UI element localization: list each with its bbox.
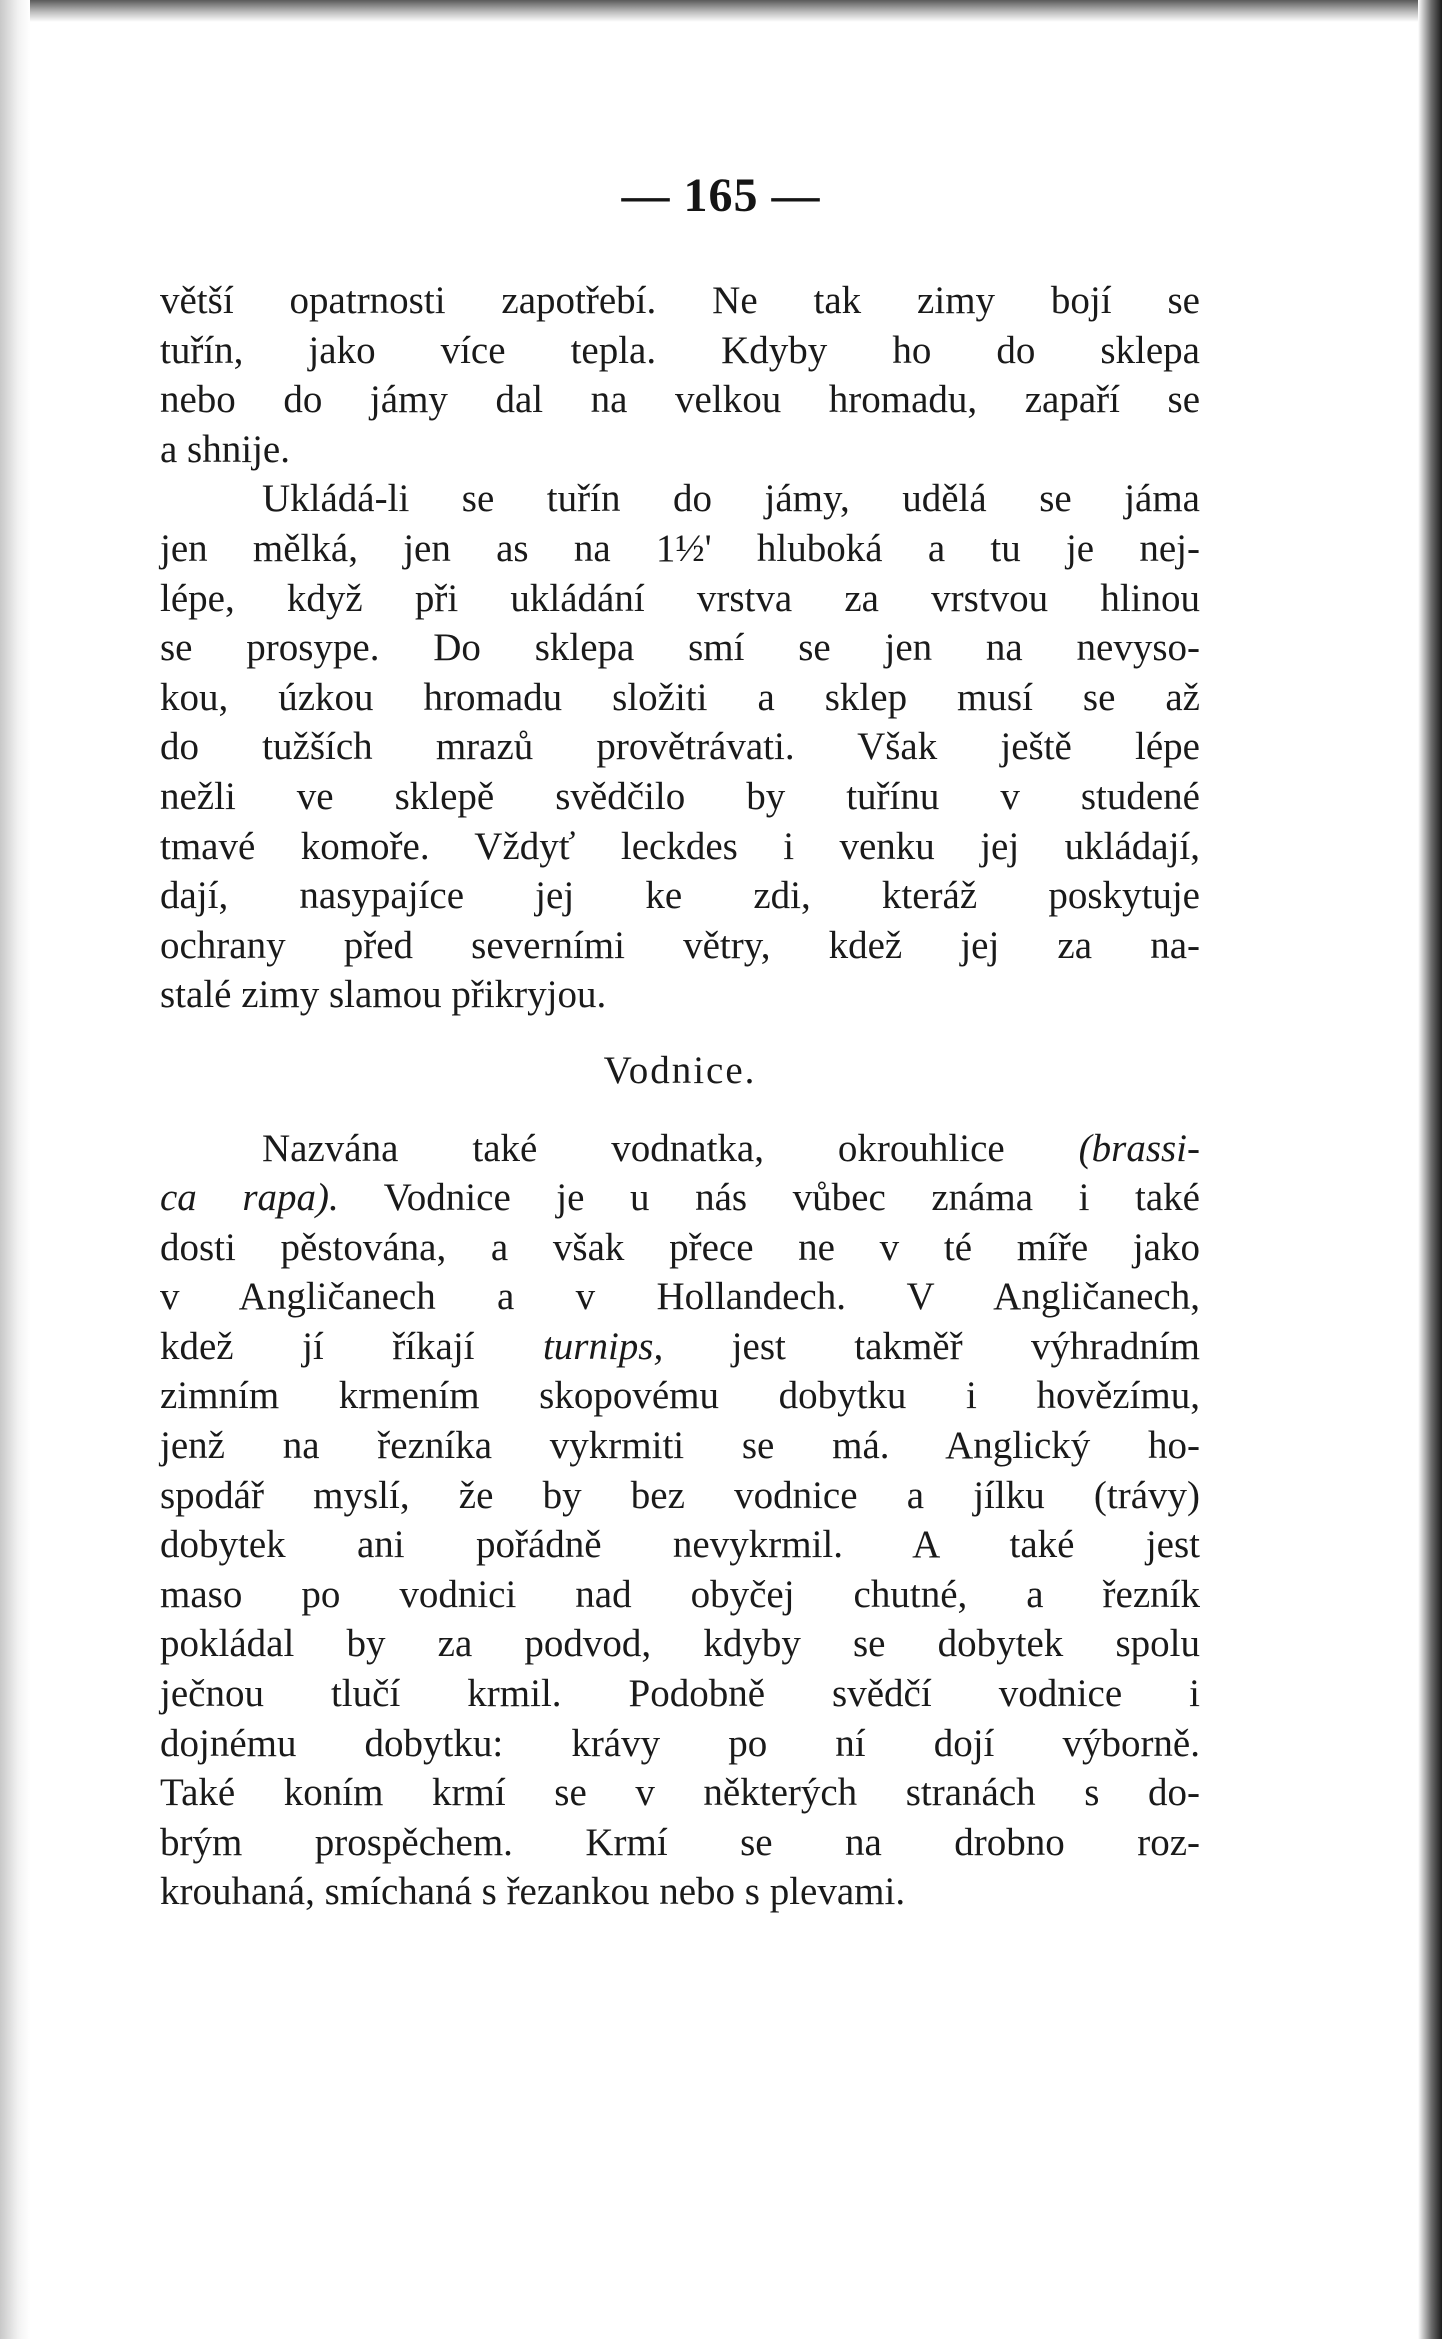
text-line: nebo do jámy dal na velkou hromadu, zapaří se bbox=[160, 378, 1200, 422]
text-line: lépe, když při ukládání vrstva za vrstvou hlinou bbox=[160, 576, 1200, 620]
text-line: dojnému dobytku: krávy po ní dojí výborně. bbox=[160, 1721, 1200, 1765]
text-line: větší opatrnosti zapotřebí. Ne tak zimy bojí se bbox=[160, 279, 1200, 322]
text-line: zimním krmením skopovému dobytku i hovězímu, bbox=[160, 1374, 1200, 1418]
text-line: jenž na řezníka vykrmiti se má. Anglický ho- bbox=[160, 1424, 1200, 1468]
paragraph-vodnice bbox=[160, 1124, 1200, 1918]
text-line: do tužších mrazů provětrávati. Však ještě lépe bbox=[160, 725, 1200, 769]
text-line: ca rapa). Vodnice je u nás vůbec známa i také bbox=[160, 1176, 1200, 1220]
text-line: pokládal by za podvod, kdyby se dobytek spolu bbox=[160, 1622, 1200, 1666]
text-line: kdež jí říkají turnips, jest takměř výhradním bbox=[160, 1324, 1200, 1368]
scan-edge-left bbox=[0, 0, 30, 2339]
text-line: a shnije. bbox=[160, 427, 290, 471]
page-number: — 165 — bbox=[621, 169, 821, 222]
paragraph-storage bbox=[160, 474, 1200, 1020]
text-line: maso po vodnici nad obyčej chutné, a řezník bbox=[160, 1572, 1200, 1616]
text-line: ochrany před severními větry, kdež jej za na- bbox=[160, 923, 1200, 967]
text-line: dobytek ani pořádně nevykrmil. A také jest bbox=[160, 1523, 1200, 1567]
scan-edge-top bbox=[0, 0, 1442, 22]
paragraph-continuation bbox=[160, 276, 1200, 474]
text-line: tuřín, jako více tepla. Kdyby ho do sklepa bbox=[160, 328, 1200, 372]
text-line: dosti pěstována, a však přece ne v té míře jako bbox=[160, 1225, 1200, 1269]
text-line: tmavé komoře. Vždyť leckdes i venku jej ukládají, bbox=[160, 824, 1200, 868]
text-line: jen mělká, jen as na 1½' hluboká a tu je nej- bbox=[160, 526, 1200, 570]
scan-edge-right bbox=[1418, 0, 1442, 2339]
text-line: ječnou tlučí krmil. Podobně svědčí vodnice i bbox=[160, 1672, 1200, 1716]
text-line: Ukládá-li se tuřín do jámy, udělá se jáma bbox=[262, 477, 1200, 521]
text-line: se prosype. Do sklepa smí se jen na nevyso- bbox=[160, 626, 1200, 670]
text-line: Nazvána také vodnatka, okrouhlice (brassi- bbox=[262, 1126, 1200, 1170]
text-line: spodář myslí, že by bez vodnice a jílku (trávy) bbox=[160, 1473, 1200, 1517]
text-line: krouhaná, smíchaná s řezankou nebo s plevami. bbox=[160, 1870, 906, 1914]
text-line: v Angličanech a v Hollandech. V Angličanech, bbox=[160, 1275, 1200, 1319]
text-line: brým prospěchem. Krmí se na drobno roz- bbox=[160, 1820, 1200, 1864]
page-text bbox=[160, 276, 1200, 1917]
text-line: Také koním krmí se v některých stranách s do- bbox=[160, 1771, 1200, 1815]
section-heading: Vodnice. bbox=[603, 1048, 757, 1092]
text-line: kou, úzkou hromadu složiti a sklep musí se až bbox=[160, 675, 1200, 719]
text-line: nežli ve sklepě svědčilo by tuřínu v studené bbox=[160, 774, 1200, 818]
text-line: stalé zimy slamou přikryjou. bbox=[160, 973, 607, 1017]
text-line: dají, nasypajíce jej ke zdi, kteráž poskytuje bbox=[160, 874, 1200, 918]
